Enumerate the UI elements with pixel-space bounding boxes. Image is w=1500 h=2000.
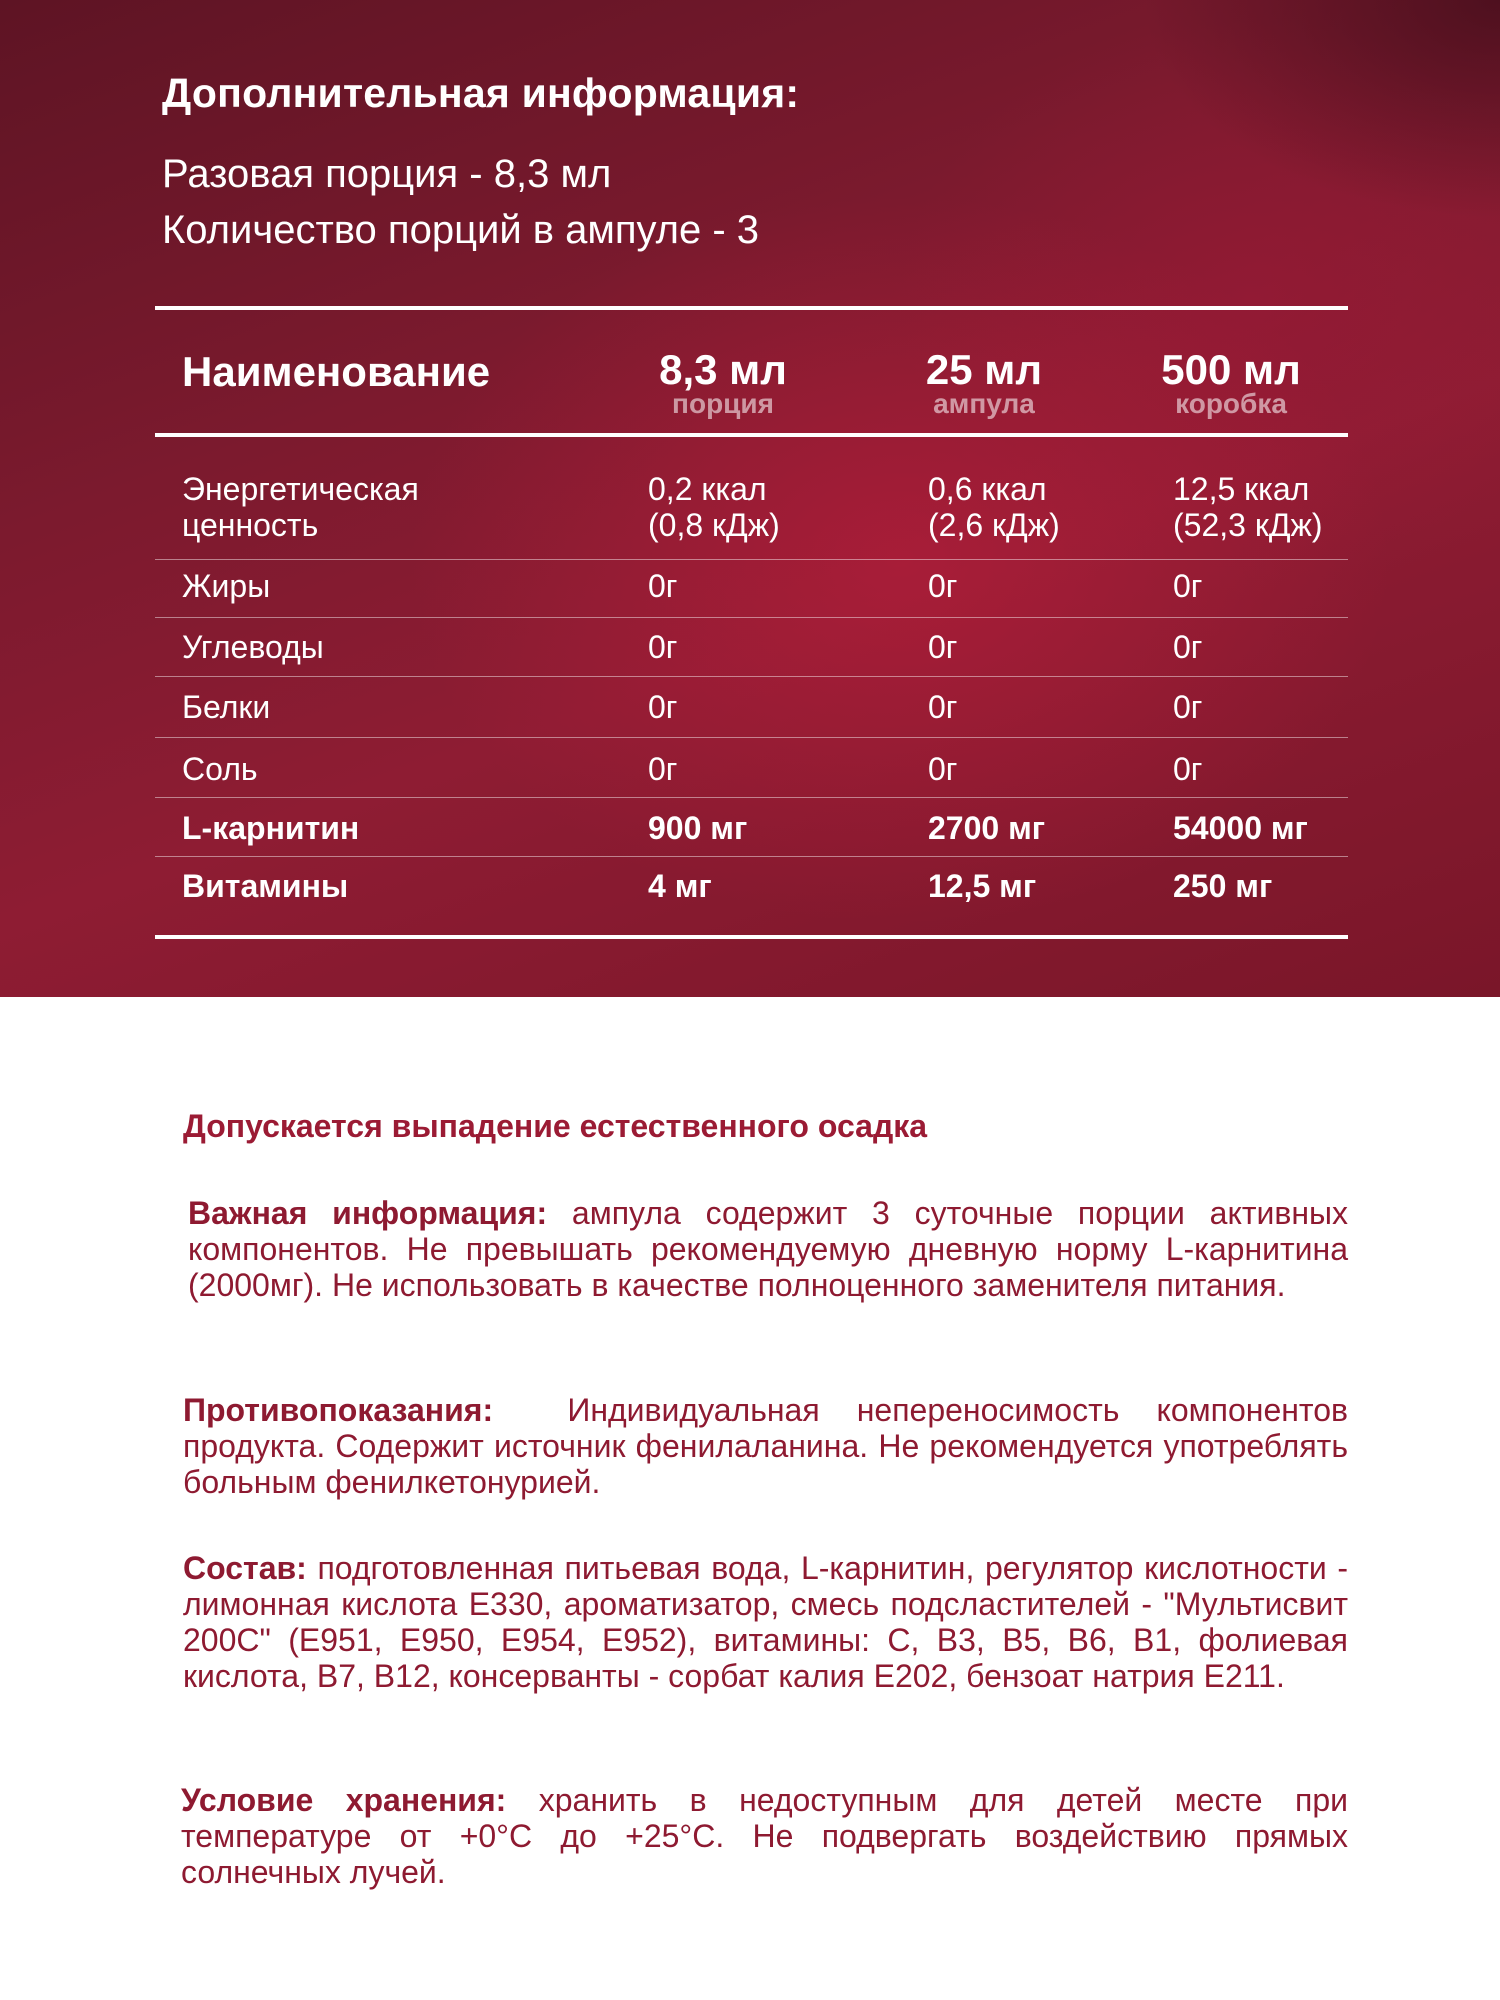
composition-text: подготовленная питьевая вода, L-карнитин, регулятор кислотности - лимонная кислота Е330, ароматизатор, смесь подсластителей - "Мультисвит 200С" (Е951, Е950, Е954, Е952), витамины: С, В3, В5, В6, В1, фолиевая кислота, В7, В12, консерванты - сорбат калия Е202, бензоат натрия Е211. [183,1550,1348,1694]
header-unit: ампула [933,388,1035,419]
row-name: Витамины [182,868,349,904]
row-name: Белки [182,689,271,725]
composition-label: Состав: [183,1550,307,1586]
header-col-ampoule [901,348,1067,418]
contraindications-label: Противопоказания: [183,1392,494,1428]
row-name: Соль [182,751,258,787]
header-col-box [1146,348,1316,418]
row-value: 0г [1173,629,1203,665]
table-header [155,310,1348,433]
row-name [182,471,419,543]
row-value: 0г [1173,751,1203,787]
contraindications-text: Индивидуальная непереносимость компонентов продукта. Содержит источник фенилаланина. Не рекомендуется употреблять больным фенилкетонурией. [183,1392,1349,1500]
row-value-line: 0,2 ккал [648,471,767,507]
header-volume: 8,3 мл [659,346,787,393]
row-name-line: Энергетическая [182,471,419,507]
header-unit: коробка [1175,388,1287,419]
header-col-serving [628,348,818,418]
table-row-l-carnitine [155,798,1348,857]
row-value: 0г [1173,568,1203,604]
row-value [1173,471,1323,543]
sediment-notice: Допускается выпадение естественного осадка [183,1108,928,1144]
table-row-fats [155,560,1348,618]
row-value: 0г [648,751,678,787]
row-value: 4 мг [648,868,712,904]
row-value: 900 мг [648,810,748,846]
row-value: 0г [648,629,678,665]
table-bottom-rule [155,935,1348,939]
row-value: 0г [1173,689,1203,725]
row-value: 2700 мг [928,810,1046,846]
table-row-salt [155,738,1348,798]
nutrition-table [155,306,1348,939]
row-value: 0г [928,751,958,787]
header-name: Наименование [182,348,491,395]
important-info-text: ампула содержит 3 суточные порции активных компонентов. Не превышать рекомендуемую дневную норму L-карнитина (2000мг). Не использовать в качестве полноценного заменителя питания. [188,1195,1349,1303]
storage-paragraph [181,1782,1348,1890]
table-row-energy [155,437,1348,560]
row-value [648,471,780,543]
row-value-line: (52,3 кДж) [1173,507,1323,543]
row-value-line: 12,5 ккал [1173,471,1310,507]
servings-count: Количество порций в ампуле - 3 [162,208,760,252]
row-name-line: ценность [182,507,319,543]
row-value: 250 мг [1173,868,1273,904]
row-value-line: (0,8 кДж) [648,507,780,543]
header-volume: 500 мл [1161,346,1301,393]
row-value: 0г [928,689,958,725]
row-name: Жиры [182,568,271,604]
header-unit: порция [672,388,774,419]
table-row-proteins [155,677,1348,738]
storage-text: хранить в недоступным для детей месте при температуре от +0°С до +25°С. Не подвергать воздействию прямых солнечных лучей. [181,1782,1349,1890]
row-name: Углеводы [182,629,324,665]
nutrition-panel [0,0,1500,997]
header-volume: 25 мл [925,346,1043,393]
row-value: 0г [928,629,958,665]
row-value: 0г [928,568,958,604]
contraindications-paragraph [183,1392,1348,1500]
table-row-vitamins [155,857,1348,935]
row-value: 0г [648,689,678,725]
serving-size: Разовая порция - 8,3 мл [162,152,612,196]
row-value-line: (2,6 кДж) [928,507,1060,543]
table-row-carbs [155,618,1348,677]
row-name: L-карнитин [182,810,360,846]
additional-info-title: Дополнительная информация: [162,70,800,116]
row-value: 54000 мг [1173,810,1308,846]
storage-label: Условие хранения: [181,1782,507,1818]
row-value [928,471,1060,543]
row-value-line: 0,6 ккал [928,471,1047,507]
composition-paragraph [183,1550,1348,1694]
important-info-label: Важная информация: [188,1195,548,1231]
row-value: 0г [648,568,678,604]
important-info-paragraph [188,1195,1348,1303]
row-value: 12,5 мг [928,868,1037,904]
